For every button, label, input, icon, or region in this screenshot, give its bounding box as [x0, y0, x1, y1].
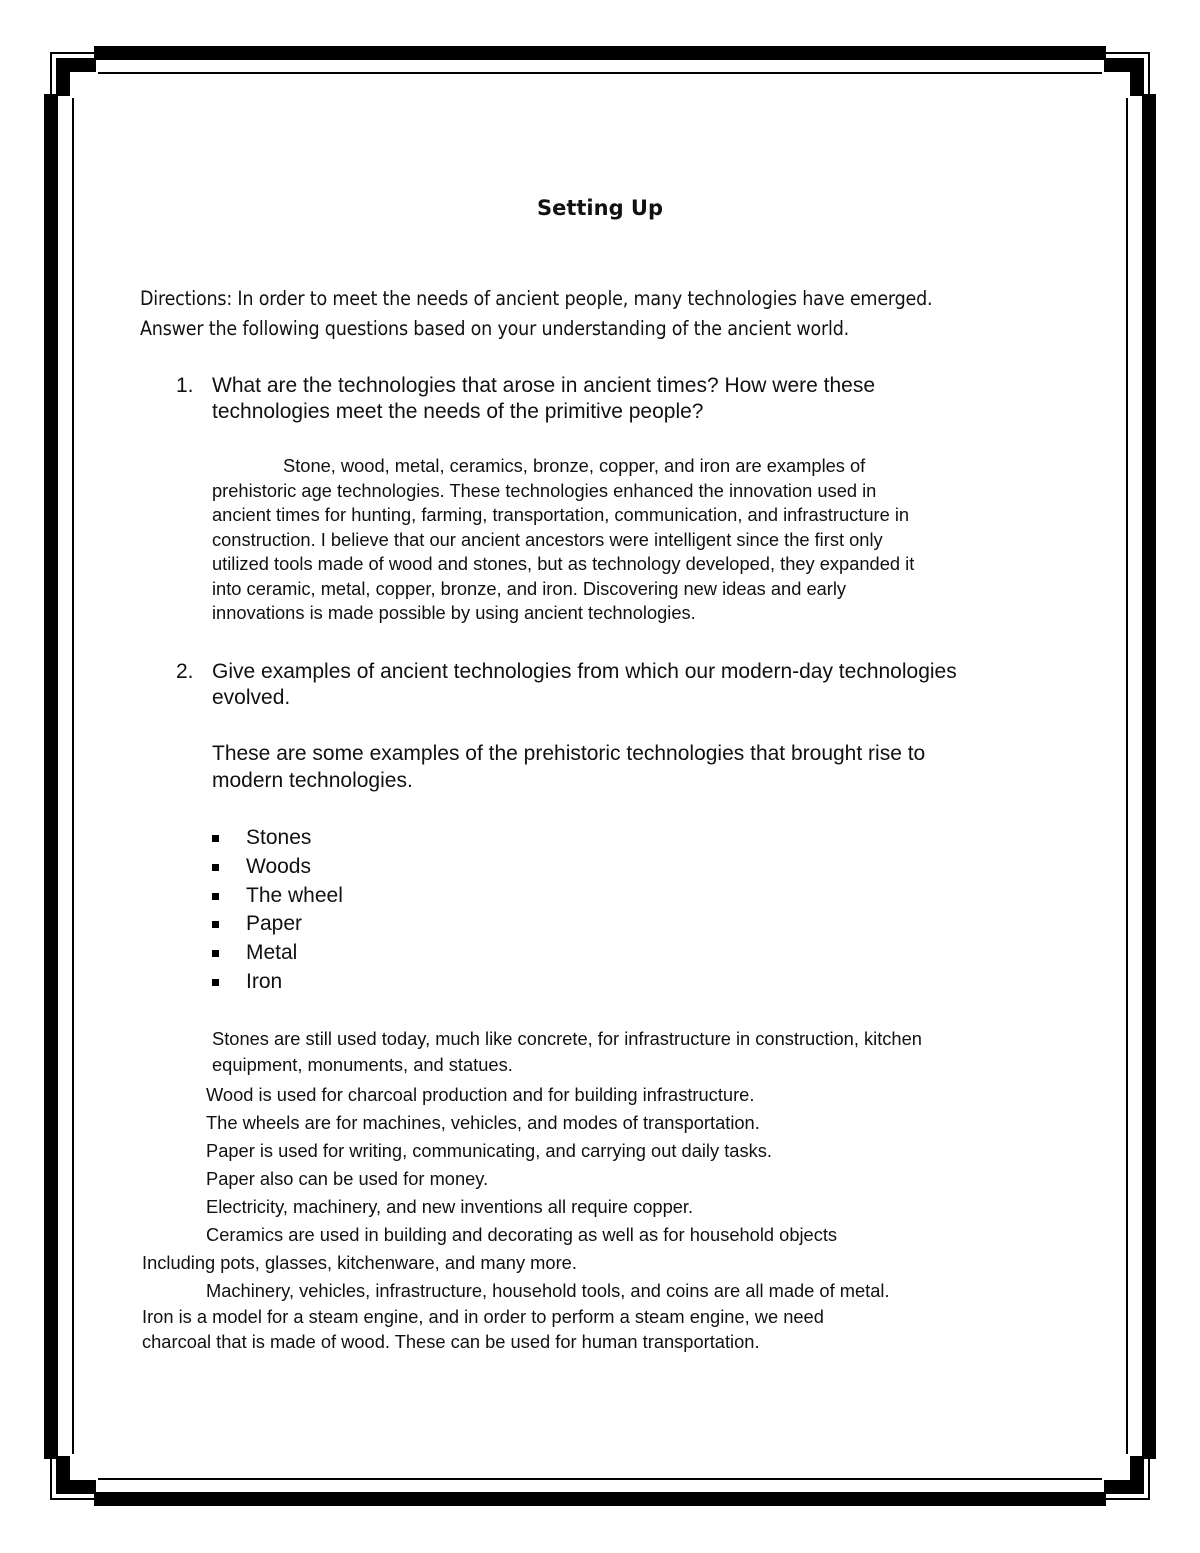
border-inner-right-line — [1126, 98, 1128, 1454]
directions-line: Answer the following questions based on your understanding of the ancient world. — [140, 317, 850, 340]
answer-1 — [212, 454, 1057, 626]
list-item: Iron — [212, 969, 343, 998]
technology-list — [212, 825, 343, 998]
list-item: The wheel — [212, 883, 343, 912]
border-inner-top-line — [98, 72, 1102, 74]
paragraph-line: Paper also can be used for money. — [206, 1168, 489, 1189]
answer-line: prehistoric age technologies. These technologies enhanced the innovation used in — [212, 479, 877, 501]
question-line: technologies meet the needs of the primitive people? — [212, 400, 704, 423]
border-bottom-bar — [94, 1492, 1106, 1506]
question-number: 1. — [176, 374, 194, 397]
border-left-bar — [44, 94, 58, 1459]
paragraph-line: Including pots, glasses, kitchenware, and many more. — [142, 1252, 577, 1273]
answer-line: Stone, wood, metal, ceramics, bronze, copper, and iron are examples of — [283, 455, 866, 476]
question-line: evolved. — [212, 686, 291, 709]
bullet-square-icon — [212, 979, 219, 986]
paragraph-line: The wheels are for machines, vehicles, and modes of transportation. — [206, 1112, 760, 1133]
paragraph-line: Iron is a model for a steam engine, and in order to perform a steam engine, we need — [142, 1306, 824, 1327]
answer-line: modern technologies. — [212, 769, 413, 792]
paragraph-line: equipment, monuments, and statues. — [212, 1054, 513, 1075]
paragraph-line: Electricity, machinery, and new inventions all require copper. — [206, 1196, 694, 1217]
border-corner-notch — [70, 72, 96, 96]
question-line: Give examples of ancient technologies from which our modern-day technologies — [212, 660, 957, 683]
paragraph-line: Wood is used for charcoal production and for building infrastructure. — [206, 1084, 755, 1105]
border-top-bar — [94, 46, 1106, 60]
border-inner-left-line — [72, 98, 74, 1454]
bullet-square-icon — [212, 950, 219, 957]
answer-line: into ceramic, metal, copper, bronze, and iron. Discovering new ideas and early — [212, 577, 847, 599]
directions-line: Directions: In order to meet the needs of ancient people, many technologies have emerged. — [140, 287, 933, 310]
list-item: Stones — [212, 825, 343, 854]
paragraph-line: charcoal that is made of wood. These can be used for human transportation. — [142, 1331, 760, 1352]
paragraph-line: Stones are still used today, much like concrete, for infrastructure in construction, kitchen — [212, 1028, 922, 1049]
bullet-square-icon — [212, 835, 219, 842]
paragraph-line: Paper is used for writing, communicating, and carrying out daily tasks. — [206, 1140, 772, 1161]
border-right-bar — [1142, 94, 1156, 1459]
list-item: Metal — [212, 940, 343, 969]
paragraph-line: Ceramics are used in building and decorating as well as for household objects — [206, 1224, 838, 1245]
border-corner-notch — [70, 1456, 96, 1480]
directions — [140, 284, 1060, 344]
question-line: What are the technologies that arose in ancient times? How were these — [212, 374, 876, 397]
page-title: Setting Up — [536, 196, 664, 220]
paragraph-line: Machinery, vehicles, infrastructure, household tools, and coins are all made of metal. — [206, 1280, 890, 1301]
border-inner-bottom-line — [98, 1478, 1102, 1480]
answer-line: ancient times for hunting, farming, transportation, communication, and infrastructure in — [212, 504, 910, 525]
border-corner-notch — [1104, 72, 1130, 96]
answer-line: construction. I believe that our ancient ancestors were intelligent since the first only — [212, 528, 883, 550]
answer-2-intro — [212, 740, 1057, 794]
bullet-square-icon — [212, 864, 219, 871]
list-item: Woods — [212, 854, 343, 883]
border-corner-notch — [1104, 1456, 1130, 1480]
question-number: 2. — [176, 660, 194, 683]
list-item: Paper — [212, 911, 343, 940]
answer-line: These are some examples of the prehistoric technologies that brought rise to — [212, 742, 926, 765]
bullet-square-icon — [212, 893, 219, 900]
answer-line: utilized tools made of wood and stones, but as technology developed, they expanded it — [212, 553, 915, 574]
answer-line: innovations is made possible by using ancient technologies. — [212, 602, 696, 623]
bullet-square-icon — [212, 921, 219, 928]
